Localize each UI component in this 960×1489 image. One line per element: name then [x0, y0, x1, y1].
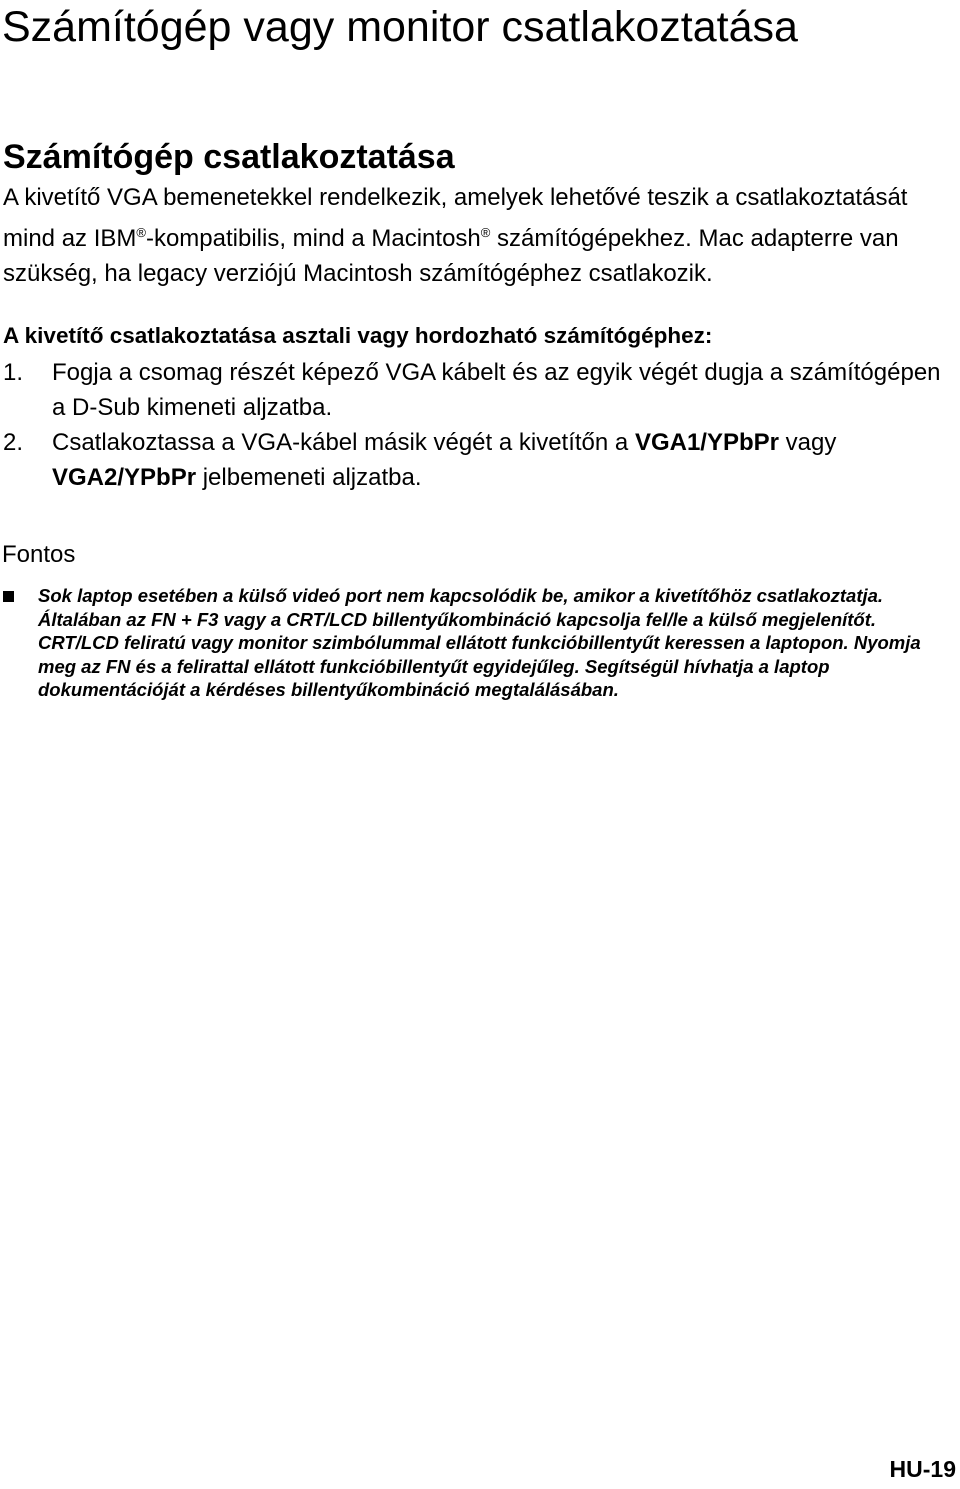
intro-text-part2: -kompatibilis, mind a Macintosh [145, 225, 481, 252]
square-bullet-icon [3, 591, 14, 602]
step-number: 2. [3, 429, 24, 456]
important-note [3, 584, 948, 702]
section-title: Számítógép csatlakoztatása [3, 138, 455, 176]
step-text-middle: vagy [778, 429, 837, 456]
step-text-before: Csatlakoztassa a VGA-kábel másik végét a kivetítőn a [52, 429, 635, 456]
step-text: Fogja a csomag részét képező VGA kábelt és az egyik végét dugja a számítógépen a D-Sub kimeneti aljzatba. [52, 359, 941, 421]
step-bold-port-vga1: VGA1/YPbPr [634, 429, 779, 456]
step-number: 1. [3, 359, 24, 386]
intro-text-part3: számítógépekhez. Mac adapterre van szükség, ha legacy verziójú Macintosh számítógéphez csatlakozik. [3, 225, 899, 287]
page-number: HU-19 [889, 1456, 956, 1482]
connection-subheading: A kivetítő csatlakoztatása asztali vagy hordozható számítógéphez: [3, 323, 713, 348]
registered-trademark-mark: ® [480, 225, 491, 240]
page-title: Számítógép vagy monitor csatlakoztatása [2, 3, 798, 51]
intro-paragraph [3, 180, 943, 291]
step-item [3, 355, 943, 425]
registered-trademark-mark: ® [136, 225, 146, 240]
step-bold-port-vga2: VGA2/YPbPr [52, 464, 197, 491]
step-text-after: jelbemeneti aljzatba. [196, 464, 422, 491]
important-heading: Fontos [2, 541, 76, 568]
intro-text-part1: A kivetítő VGA bemenetekkel rendelkezik, amelyek lehetővé teszik a csatlakoztatását mind az IBM [3, 184, 908, 252]
steps-list [3, 355, 943, 495]
important-note-text: Sok laptop esetében a külső videó port nem kapcsolódik be, amikor a kivetítőhöz csatlakoztatja. Általában az FN + F3 vagy a CRT/LCD billentyűkombináció kapcsolja fel/le a külső megjelenítőt. CRT/LCD feliratú vagy monitor szimbólummal ellátott funkcióbillentyűt keressen a laptopon. Nyomja meg az FN és a felirattal ellátott funkcióbillentyűt egyidejűleg. Segítségül hívhatja a laptop dokumentációját a kérdéses billentyűkombináció megtalálásában. [38, 585, 921, 700]
step-item [3, 425, 943, 495]
